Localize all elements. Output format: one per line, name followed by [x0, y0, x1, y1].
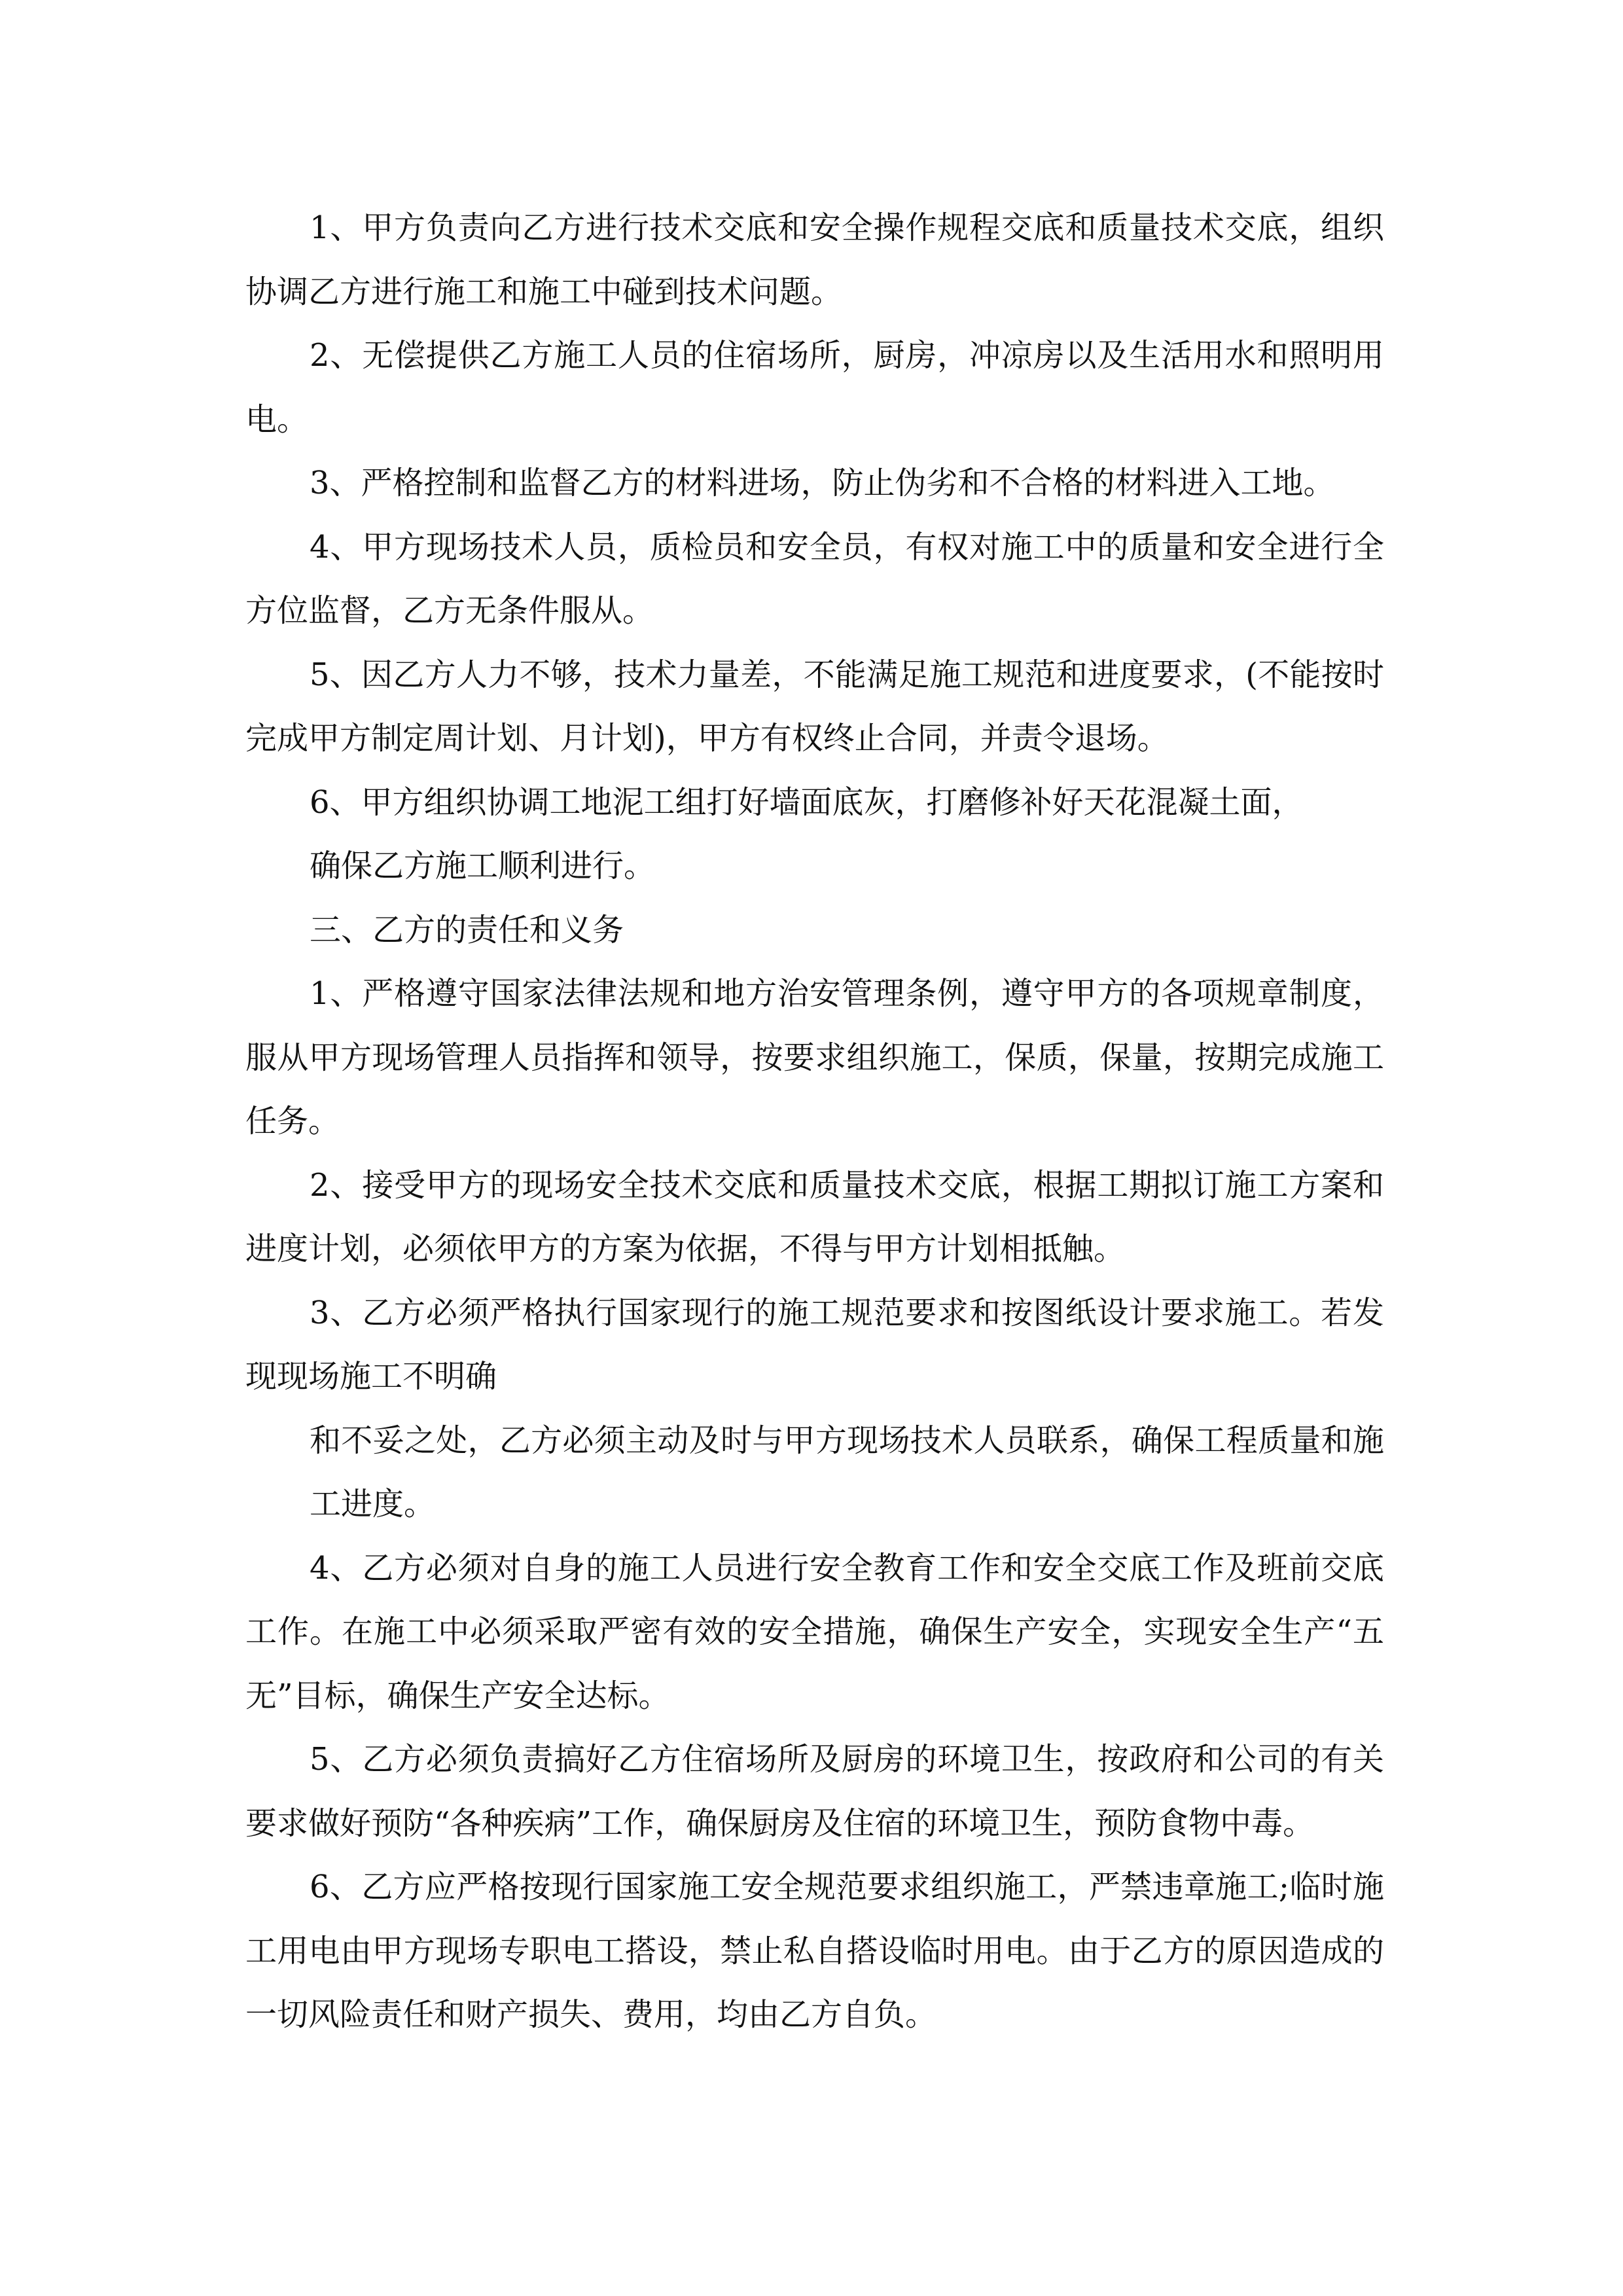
paragraph-party-b-2: 2、接受甲方的现场安全技术交底和质量技术交底，根据工期拟订施工方案和进度计划，必须依甲方的方案为依据，不得与甲方计划相抵触。 — [245, 1166, 1384, 1267]
paragraph-party-b-3: 3、乙方必须严格执行国家现行的施工规范要求和按图纸设计要求施工。若发现现场施工不明确 — [245, 1294, 1384, 1395]
paragraph-party-b-4: 4、乙方必须对自身的施工人员进行安全教育工作和安全交底工作及班前交底工作。在施工中必须采取严密有效的安全措施，确保生产安全，实现安全生产“五无”目标，确保生产安全达标。 — [245, 1549, 1384, 1714]
paragraph-party-b-5: 5、乙方必须负责搞好乙方住宿场所及厨房的环境卫生，按政府和公司的有关要求做好预防“各种疾病”工作，确保厨房及住宿的环境卫生，预防食物中毒。 — [245, 1741, 1384, 1842]
document-body — [245, 196, 1384, 2047]
paragraph-party-a-6: 6、甲方组织协调工地泥工组打好墙面底灰，打磨修补好天花混凝土面， — [310, 783, 1304, 821]
paragraph-party-a-4: 4、甲方现场技术人员，质检员和安全员，有权对施工中的质量和安全进行全方位监督，乙方无条件服从。 — [245, 528, 1384, 629]
paragraph-party-b-6: 6、乙方应严格按现行国家施工安全规范要求组织施工，严禁违章施工;临时施工用电由甲方现场专职电工搭设，禁止私自搭设临时用电。由于乙方的原因造成的一切风险责任和财产损失、费用，均由乙方自负。 — [245, 1869, 1384, 2033]
paragraph-party-b-3-continued: 和不妥之处，乙方必须主动及时与甲方现场技术人员联系，确保工程质量和施工进度。 — [310, 1422, 1384, 1522]
paragraph-party-b-1: 1、严格遵守国家法律法规和地方治安管理条例，遵守甲方的各项规章制度，服从甲方现场管理人员指挥和领导，按要求组织施工，保质，保量，按期完成施工任务。 — [245, 975, 1384, 1139]
section-heading-party-b: 三、乙方的责任和义务 — [310, 911, 624, 948]
paragraph-party-a-1: 1、甲方负责向乙方进行技术交底和安全操作规程交底和质量技术交底，组织协调乙方进行施工和施工中碰到技术问题。 — [245, 209, 1384, 310]
paragraph-party-a-3: 3、严格控制和监督乙方的材料进场，防止伪劣和不合格的材料进入工地。 — [310, 465, 1335, 501]
paragraph-party-a-6-continued: 确保乙方施工顺利进行。 — [310, 848, 656, 884]
paragraph-party-a-5: 5、因乙方人力不够，技术力量差，不能满足施工规范和进度要求，(不能按时完成甲方制定周计划、月计划)，甲方有权终止合同，并责令退场。 — [245, 656, 1384, 757]
paragraph-party-a-2: 2、无偿提供乙方施工人员的住宿场所，厨房，冲凉房以及生活用水和照明用电。 — [245, 337, 1384, 438]
